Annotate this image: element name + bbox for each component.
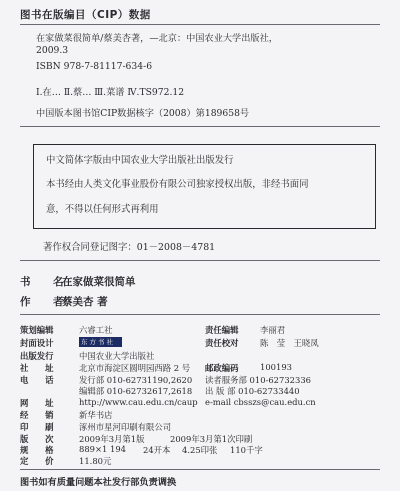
spec-sheets: 4.25印张 <box>182 445 218 455</box>
cip-heading: 图书在版编目（CIP）数据 <box>20 9 151 21</box>
cip-line-2: 2009.3 <box>36 45 69 56</box>
copyright-registration: 著作权合同登记图字：01－2008－4781 <box>43 242 216 253</box>
phone-editorial: 编辑部 010-62732617,2618 <box>79 386 193 396</box>
publisher: 中国农业大学出版社 <box>79 351 155 361</box>
website: http://www.cau.edu.cn/caup <box>79 397 198 407</box>
edition-label: 版 次 <box>20 434 54 444</box>
planning-editor-label: 策划编辑 <box>20 325 54 335</box>
phone-label: 电 话 <box>20 375 54 385</box>
proofreader-label: 责任校对 <box>205 338 239 348</box>
divider-cip-bottom <box>20 126 380 127</box>
phone-publishing-dept: 出 版 部 010-62733440 <box>205 386 300 396</box>
spec-label: 规 格 <box>20 445 54 455</box>
divider-bottom <box>20 469 380 470</box>
price: 11.80元 <box>79 456 112 466</box>
book-title: 在家做菜很简单 <box>62 276 136 288</box>
postcode: 100193 <box>260 362 292 372</box>
cip-subjects: Ⅰ.在… Ⅱ.蔡… Ⅲ.菜谱 Ⅳ.TS972.12 <box>36 87 185 98</box>
phone-distribution: 发行部 010-62731190,2620 <box>79 375 193 385</box>
proofreader: 陈 莹 王晓凤 <box>260 338 319 348</box>
spec-chars: 110千字 <box>230 445 263 455</box>
copyright-notice-box <box>33 144 376 229</box>
divider-title <box>20 314 380 315</box>
printer-label: 印 刷 <box>20 422 54 432</box>
responsible-editor-label: 责任编辑 <box>205 325 239 335</box>
divider-registration <box>20 260 380 261</box>
edition: 2009年3月第1版 <box>79 434 145 444</box>
responsible-editor: 李丽君 <box>260 325 286 335</box>
price-label: 定 价 <box>20 456 54 466</box>
cip-library-number: 中国版本图书馆CIP数据核字（2008）第189658号 <box>36 108 250 119</box>
notice-line-3: 意，不得以任何形式再利用 <box>46 204 159 215</box>
notice-line-1: 中文简体字版由中国农业大学出版社出版发行 <box>46 155 234 166</box>
cover-design-label: 封面设计 <box>20 338 54 348</box>
postcode-label: 邮政编码 <box>205 363 239 373</box>
spec-format: 24开本 <box>143 445 171 455</box>
distributor-label: 经 销 <box>20 410 54 420</box>
divider-top <box>20 24 380 25</box>
cover-design-logo: 东方书社 <box>79 337 122 347</box>
spec-size: 889×1 194 <box>79 444 126 454</box>
book-author-label: 作 者 <box>20 296 70 308</box>
website-label: 网 址 <box>20 398 54 408</box>
cip-isbn: ISBN 978-7-81117-634-6 <box>36 61 153 72</box>
phone-reader-service: 读者服务部 010-62732336 <box>205 375 311 385</box>
printer: 涿州市星河印刷有限公司 <box>79 422 172 432</box>
cip-line-1: 在家做菜很简单/蔡美杏著，—北京：中国农业大学出版社， <box>36 33 278 44</box>
printing: 2009年3月第1次印刷 <box>170 434 253 444</box>
planning-editor: 六睿工社 <box>79 325 113 335</box>
book-title-label: 书 名 <box>20 276 70 288</box>
notice-line-2: 本书经由人类文化事业股份有限公司独家授权出版，非经书面同 <box>46 179 309 190</box>
distributor: 新华书店 <box>79 410 113 420</box>
address-label: 社 址 <box>20 363 54 373</box>
book-title-row <box>20 274 136 289</box>
publisher-label: 出版发行 <box>20 351 54 361</box>
book-author: 蔡美杏 著 <box>62 296 108 308</box>
address: 北京市海淀区圆明园西路 2 号 <box>79 363 191 373</box>
email: e-mail cbsszs@cau.edu.cn <box>205 397 316 407</box>
quality-note: 图书如有质量问题本社发行部负责调换 <box>20 477 177 488</box>
book-author-row <box>20 294 108 309</box>
